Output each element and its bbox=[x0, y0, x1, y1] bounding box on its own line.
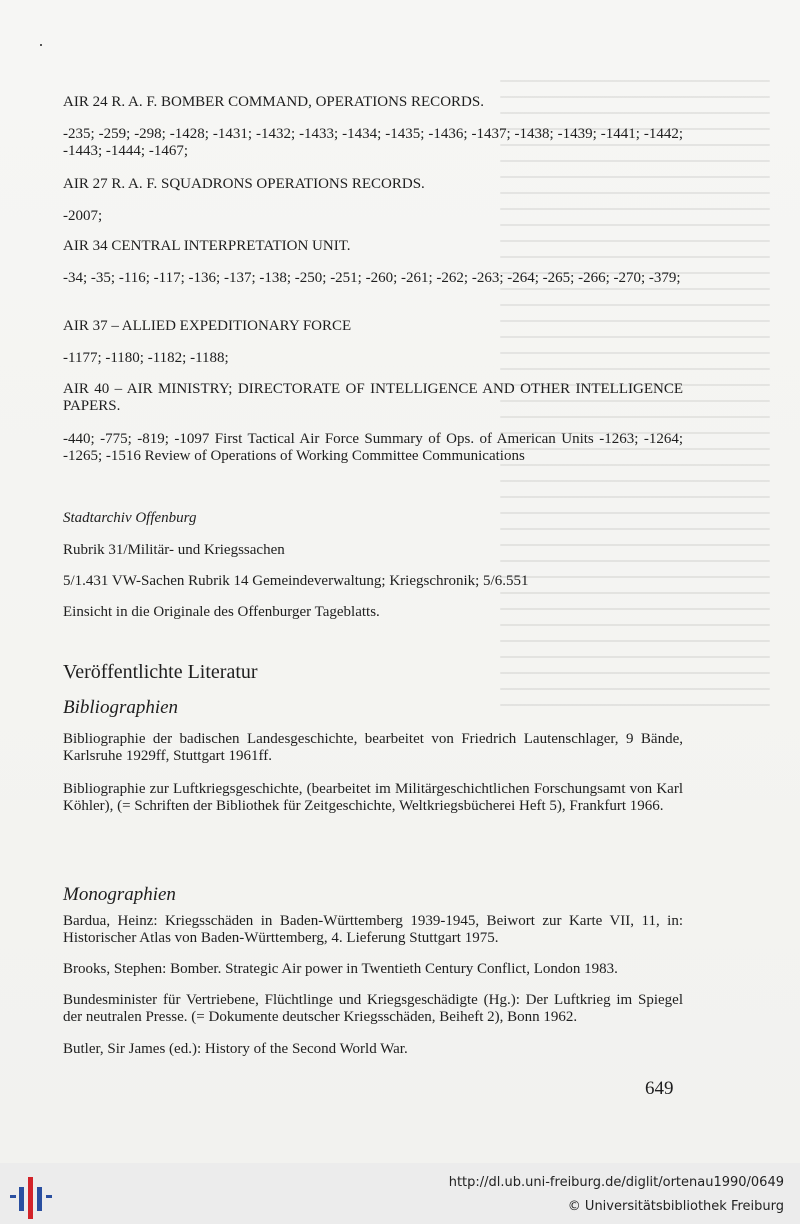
archive-line: Einsicht in die Originale des Offenburger Tageblatts. bbox=[63, 604, 380, 620]
library-logo-icon bbox=[10, 1173, 52, 1219]
copyright-credit: © Universitätsbibliothek Freiburg bbox=[567, 1199, 784, 1214]
record-items: -34; -35; -116; -117; -136; -137; -138; -250; -251; -260; -261; -262; -263; -264; -265; -266; -270; -379; bbox=[63, 270, 681, 286]
record-title: AIR 34 CENTRAL INTERPRETATION UNIT. bbox=[63, 238, 351, 254]
subsection-heading: Monographien bbox=[63, 884, 176, 905]
record-items: -235; -259; -298; -1428; -1431; -1432; -1433; -1434; -1435; -1436; -1437; -1438; -1439; -1441; -1442; -1443; -1444; -1467; bbox=[63, 126, 683, 159]
monograph-entry: Bardua, Heinz: Kriegsschäden in Baden-Württemberg 1939-1945, Beiwort zur Karte VII, 11, in: Historischer Atlas von Baden-Württemberg, 4. Lieferung Stuttgart 1975. bbox=[63, 913, 683, 946]
page-number: 649 bbox=[645, 1078, 674, 1099]
bibliography-entry: Bibliographie zur Luftkriegsgeschichte, (bearbeitet im Militärgeschichtlichen Forschungsamt von Karl Köhler), (= Schriften der Bibliothek für Zeitgeschichte, Weltkriegsbücherei Heft 5), Frankfurt 1966. bbox=[63, 781, 683, 814]
monograph-entry: Brooks, Stephen: Bomber. Strategic Air power in Twentieth Century Conflict, London 1983. bbox=[63, 961, 618, 977]
record-items: -2007; bbox=[63, 208, 103, 224]
archive-line: 5/1.431 VW-Sachen Rubrik 14 Gemeindeverwaltung; Kriegschronik; 5/6.551 bbox=[63, 573, 529, 589]
record-title: AIR 27 R. A. F. SQUADRONS OPERATIONS RECORDS. bbox=[63, 176, 425, 192]
bibliography-entry: Bibliographie der badischen Landesgeschichte, bearbeitet von Friedrich Lautenschlager, 9 Bände, Karlsruhe 1929ff, Stuttgart 1961ff. bbox=[63, 731, 683, 764]
record-title: AIR 40 – AIR MINISTRY; DIRECTORATE OF INTELLIGENCE AND OTHER INTELLIGENCE PAPERS. bbox=[63, 381, 683, 414]
monograph-entry: Butler, Sir James (ed.): History of the Second World War. bbox=[63, 1041, 408, 1057]
source-url-link[interactable]: http://dl.ub.uni-freiburg.de/diglit/ortenau1990/0649 bbox=[448, 1175, 784, 1190]
library-footer bbox=[0, 1163, 800, 1224]
archive-line: Rubrik 31/Militär- und Kriegssachen bbox=[63, 542, 285, 558]
scan-speck bbox=[40, 44, 42, 46]
record-items: -440; -775; -819; -1097 First Tactical Air Force Summary of Ops. of American Units -1263; -1264; -1265; -1516 Review of Operations of Working Committee Communications bbox=[63, 431, 683, 464]
section-heading: Veröffentlichte Literatur bbox=[63, 661, 258, 683]
record-title: AIR 37 – ALLIED EXPEDITIONARY FORCE bbox=[63, 318, 352, 334]
monograph-entry: Bundesminister für Vertriebene, Flüchtlinge und Kriegsgeschädigte (Hg.): Der Luftkrieg im Spiegel der neutralen Presse. (= Dokumente deutscher Kriegsschäden, Beiheft 2), Bonn 1962. bbox=[63, 992, 683, 1025]
archive-heading: Stadtarchiv Offenburg bbox=[63, 510, 197, 526]
record-items: -1177; -1180; -1182; -1188; bbox=[63, 350, 229, 366]
subsection-heading: Bibliographien bbox=[63, 697, 179, 718]
record-title: AIR 24 R. A. F. BOMBER COMMAND, OPERATIONS RECORDS. bbox=[63, 94, 484, 110]
